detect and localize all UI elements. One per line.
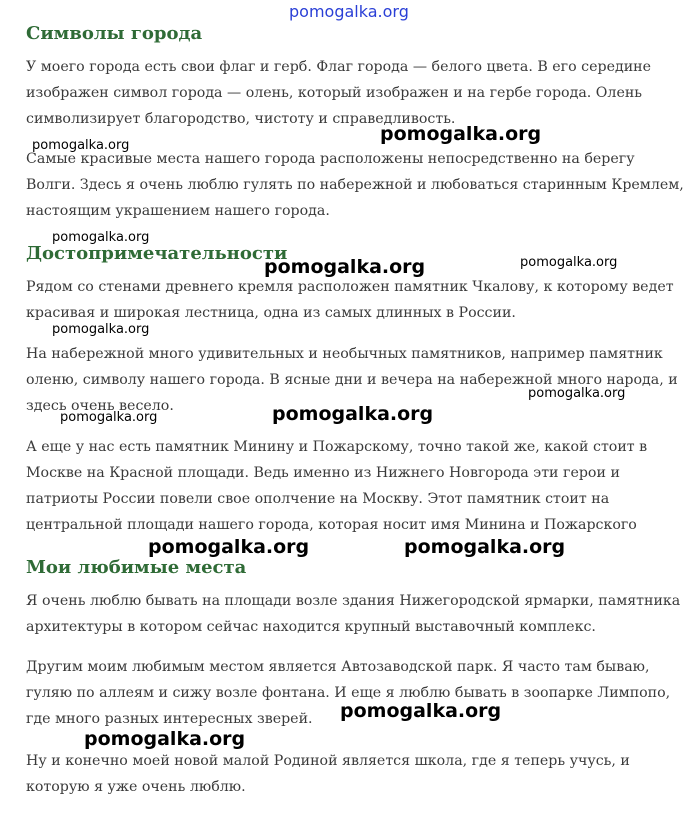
watermark: pomogalka.org <box>520 255 618 270</box>
section-heading-favorite-places: Мои любимые места <box>26 557 247 578</box>
section-heading-landmarks: Достопримечательности <box>26 243 288 264</box>
watermark: pomogalka.org <box>84 728 246 750</box>
watermark: pomogalka.org <box>528 386 626 401</box>
watermark: pomogalka.org <box>380 123 542 145</box>
watermark: pomogalka.org <box>404 536 566 558</box>
paragraph-flag-and-emblem: У моего города есть свои флаг и герб. Флаг города — белого цвета. В его середине изображен символ города — олень, который изображен и на гербе города. Олень символизирует благородство, чистоту и справедливость. <box>26 59 652 127</box>
paragraph-embankment-monuments: На набережной много удивительных и необычных памятников, например памятник оленю, символу нашего города. В ясные дни и вечера на набережной много народа, и здесь очень весело. <box>26 346 678 414</box>
paragraph-minin-pozharsky: А еще у нас есть памятник Минину и Пожарскому, точно такой же, какой стоит в Москве на Красной площади. Ведь именно из Нижнего Новгорода эти герои и патриоты России повели свое ополчение на Москву. Этот памятник стоит на центральной площади нашего города, которая носит имя Минина и Пожарского <box>26 439 648 533</box>
watermark: pomogalka.org <box>148 536 310 558</box>
paragraph-fair-building: Я очень люблю бывать на площади возле здания Нижегородской ярмарки, памятника архитектуры в котором сейчас находится крупный выставочный комплекс. <box>26 593 681 635</box>
watermark: pomogalka.org <box>340 700 502 722</box>
watermark: pomogalka.org <box>32 138 130 153</box>
paragraph-school: Ну и конечно моей новой малой Родиной является школа, где я теперь учусь, и которую я уже очень люблю. <box>26 753 630 795</box>
section-heading-symbols: Символы города <box>26 23 203 44</box>
paragraph-avtozavodsky-park: Другим моим любимым местом является Автозаводской парк. Я часто там бываю, гуляю по аллеям и сижу возле фонтана. И еще я люблю бывать в зоопарке Лимпопо, где много разных интересных зверей. <box>26 659 671 727</box>
watermark: pomogalka.org <box>264 256 426 278</box>
paragraph-volga-embankment: Самые красивые места нашего города расположены непосредственно на берегу Волги. Здесь я очень люблю гулять по набережной и любоваться старинным Кремлем, настоящим украшением нашего города. <box>26 151 684 219</box>
watermark: pomogalka.org <box>289 2 409 21</box>
watermark: pomogalka.org <box>52 230 150 245</box>
watermark: pomogalka.org <box>60 410 158 425</box>
watermark: pomogalka.org <box>272 403 434 425</box>
watermark: pomogalka.org <box>52 322 150 337</box>
paragraph-chkalov-monument: Рядом со стенами древнего кремля расположен памятник Чкалову, к которому ведет красивая и широкая лестница, одна из самых длинных в России. <box>26 279 674 321</box>
